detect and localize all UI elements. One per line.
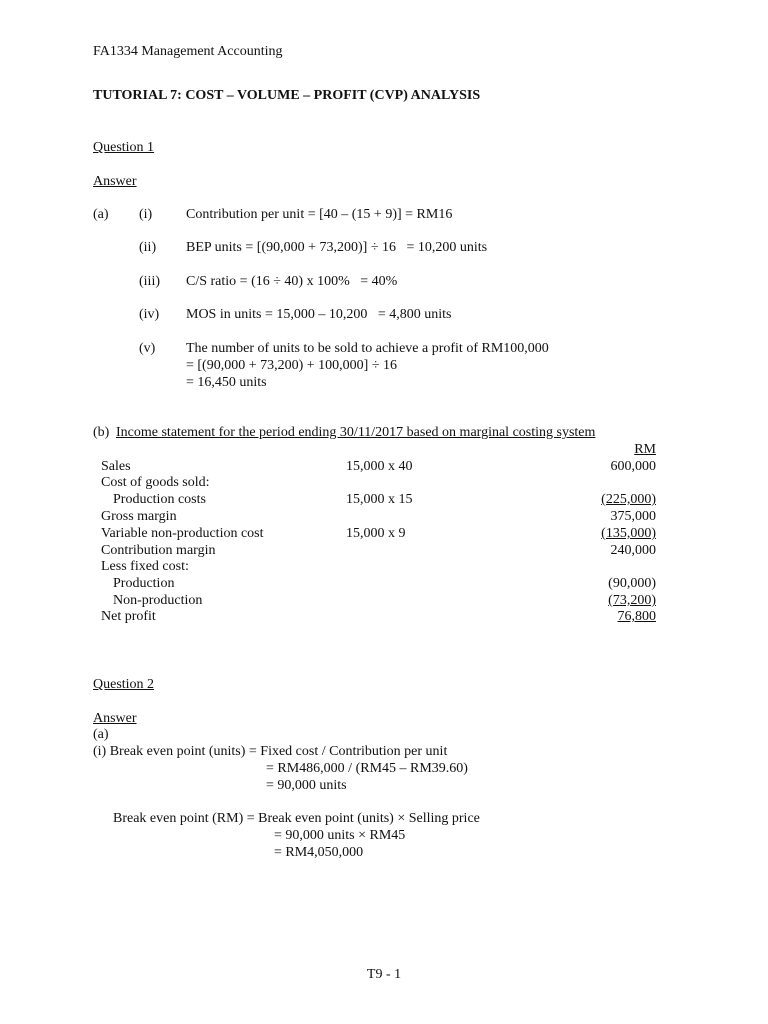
item-number: (iii) — [139, 274, 160, 289]
item-text: MOS in units = 15,000 – 10,200 = 4,800 units — [186, 307, 452, 322]
row-amount: (135,000) — [601, 526, 656, 541]
row-calc: 15,000 x 15 — [346, 492, 413, 507]
q2-part-a-label: (a) — [93, 727, 109, 742]
row-amount: 240,000 — [610, 543, 656, 558]
page-number: T9 - 1 — [366, 967, 402, 982]
row-amount: (73,200) — [608, 593, 656, 608]
income-statement-title: Income statement for the period ending 30/11/2017 based on marginal costing system — [116, 425, 596, 440]
question-1-answer-label: Answer — [93, 174, 137, 189]
row-label: Production costs — [113, 492, 206, 507]
part-b-label: (b) — [93, 425, 110, 440]
row-amount: 600,000 — [610, 459, 656, 474]
question-2-answer-label: Answer — [93, 711, 137, 726]
row-label: Cost of goods sold: — [101, 475, 210, 490]
row-calc: 15,000 x 9 — [346, 526, 406, 541]
bep-rm-formula: Break even point (RM) = Break even point (units) × Selling price — [113, 811, 480, 826]
item-number: (ii) — [139, 240, 157, 255]
page-title: TUTORIAL 7: COST – VOLUME – PROFIT (CVP) ANALYSIS — [93, 88, 481, 103]
row-amount: (225,000) — [601, 492, 656, 507]
row-label: Non-production — [113, 593, 203, 608]
bep-units-result: = 90,000 units — [266, 778, 347, 793]
item-text-line: = [(90,000 + 73,200) + 100,000] ÷ 16 — [186, 358, 398, 373]
row-label: Contribution margin — [101, 543, 216, 558]
currency-header: RM — [634, 442, 656, 457]
question-2-heading: Question 2 — [93, 677, 155, 692]
bep-rm-calc: = 90,000 units × RM45 — [274, 828, 406, 843]
row-label: Sales — [101, 459, 131, 474]
bep-units-calc: = RM486,000 / (RM45 – RM39.60) — [266, 761, 468, 776]
question-1-heading: Question 1 — [93, 140, 155, 155]
row-amount: (90,000) — [608, 576, 656, 591]
item-text-line: The number of units to be sold to achieve a profit of RM100,000 — [186, 341, 549, 356]
course-header: FA1334 Management Accounting — [93, 44, 283, 59]
item-number: (i) — [139, 207, 153, 222]
item-text-line: = 16,450 units — [186, 375, 267, 390]
row-label: Production — [113, 576, 175, 591]
row-label: Gross margin — [101, 509, 177, 524]
item-number: (v) — [139, 341, 156, 356]
item-text: C/S ratio = (16 ÷ 40) x 100% = 40% — [186, 274, 398, 289]
row-amount: 375,000 — [610, 509, 656, 524]
item-text: Contribution per unit = [40 – (15 + 9)] = RM16 — [186, 207, 453, 222]
bep-units-formula: (i) Break even point (units) = Fixed cost / Contribution per unit — [93, 744, 448, 759]
item-text: BEP units = [(90,000 + 73,200)] ÷ 16 = 10,200 units — [186, 240, 488, 255]
row-label: Variable non-production cost — [101, 526, 264, 541]
row-amount: 76,800 — [617, 609, 656, 624]
part-a-label: (a) — [93, 207, 109, 222]
bep-rm-result: = RM4,050,000 — [274, 845, 364, 860]
row-label: Net profit — [101, 609, 156, 624]
row-label: Less fixed cost: — [101, 559, 189, 574]
item-number: (iv) — [139, 307, 160, 322]
row-calc: 15,000 x 40 — [346, 459, 413, 474]
